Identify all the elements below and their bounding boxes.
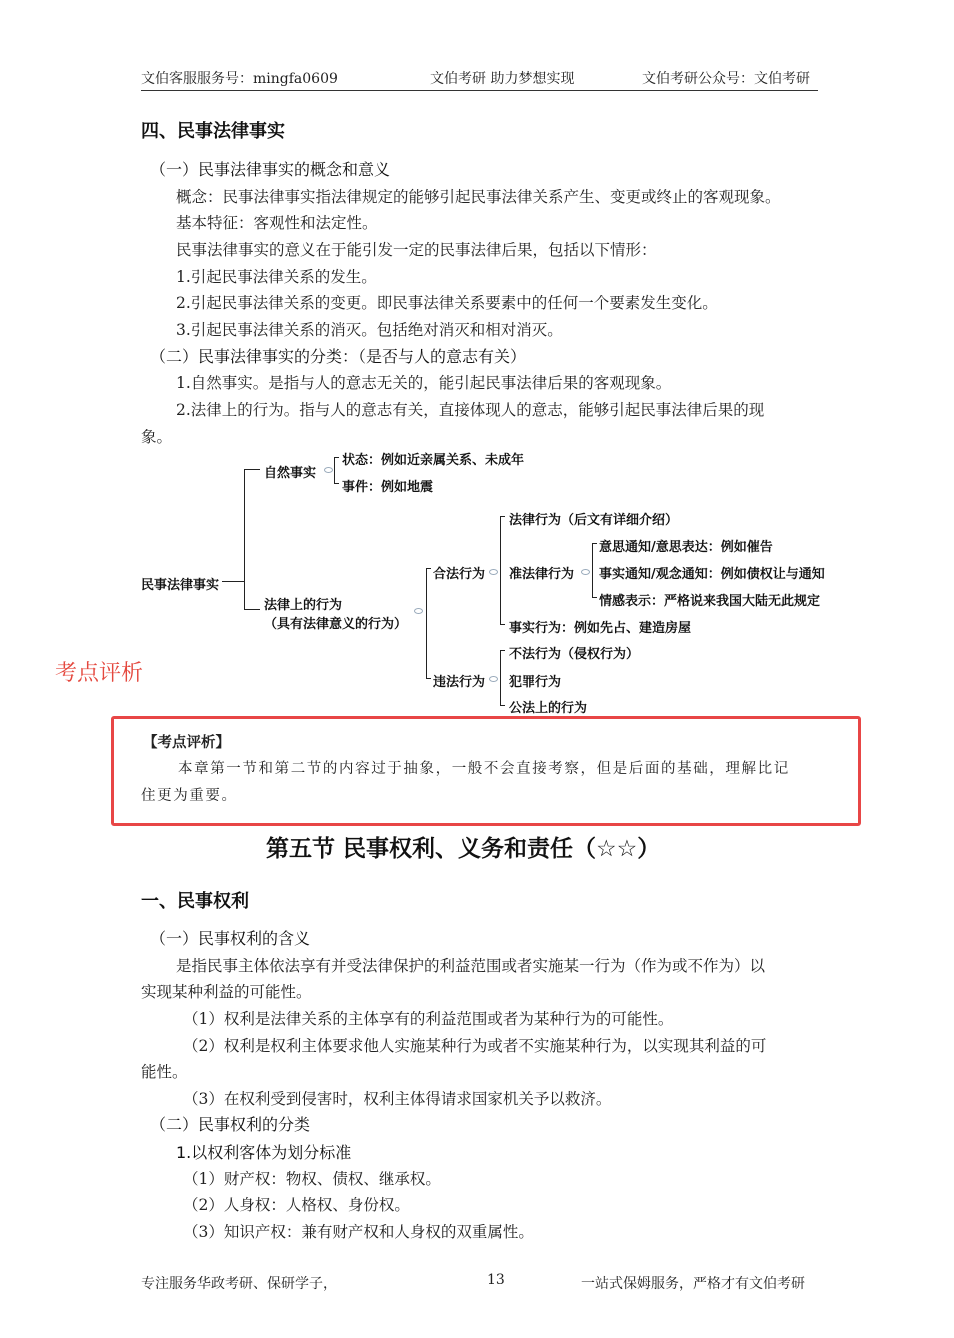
chapter-section-title: 第五节 民事权利、义务和责任（☆☆） (266, 836, 661, 862)
header-center: 文伯考研 助力梦想实现 (430, 71, 575, 87)
list-item: （2）权利是权利主体要求他人实施某种行为或者不实施某种行为，以实现其利益的可 (183, 1037, 767, 1055)
tree-connector (581, 569, 590, 575)
tree-node-natural: 自然事实 (264, 466, 317, 481)
tree-node-root: 民事法律事实 (141, 578, 220, 593)
list-item: 3.引起民事法律关系的消灭。包括绝对消灭和相对消灭。 (176, 321, 563, 339)
header-divider (141, 90, 818, 91)
list-item: 1.引起民事法律关系的发生。 (176, 268, 377, 286)
tree-connector (489, 676, 498, 682)
tree-leaf-juristic: 法律行为（后文有详细介绍） (509, 513, 679, 528)
tree-leaf-factual: 事实行为：例如先占、建造房屋 (509, 621, 692, 636)
tree-line (592, 597, 597, 598)
list-item-continuation: 象。 (141, 428, 173, 446)
header-right: 文伯考研公众号：文伯考研 (642, 71, 810, 87)
tree-line (222, 581, 244, 582)
tree-line (500, 516, 501, 624)
tree-line (592, 543, 597, 544)
paragraph-continuation: 实现某种利益的可能性。 (141, 983, 312, 1001)
analysis-text: 住更为重要。 (141, 788, 238, 804)
tree-line (592, 543, 593, 597)
tree-leaf-event: 事件：例如地震 (342, 480, 434, 495)
tree-line (334, 457, 335, 483)
tree-line (500, 624, 505, 625)
footer-right: 一站式保姆服务，严格才有文伯考研 (581, 1276, 805, 1292)
list-item: （1）财产权：物权、债权、继承权。 (183, 1170, 441, 1188)
tree-connector (489, 569, 498, 575)
section-heading: 一、民事权利 (141, 891, 249, 912)
tree-node-quasi: 准法律行为 (509, 567, 575, 582)
tree-leaf-tort: 不法行为（侵权行为） (509, 647, 640, 662)
subsection-heading: （二）民事权利的分类 (150, 1115, 311, 1134)
tree-line (244, 469, 260, 470)
analysis-side-label: 考点评析 (55, 661, 144, 686)
subsection-heading: （一）民事权利的含义 (150, 929, 311, 948)
tree-node-unlawful: 违法行为 (433, 675, 486, 690)
classification-standard: 1.以权利客体为划分标准 (176, 1143, 352, 1162)
list-item: （3）在权利受到侵害时，权利主体得请求国家机关予以救济。 (183, 1090, 612, 1108)
analysis-text: 本章第一节和第二节的内容过于抽象，一般不会直接考察，但是后面的基础，理解比记 (178, 761, 790, 777)
subsection-heading: （二）民事法律事实的分类：（是否与人的意志有关） (150, 347, 527, 366)
tree-connector (324, 467, 333, 473)
tree-line (334, 457, 339, 458)
tree-leaf-crime: 犯罪行为 (509, 675, 562, 690)
list-item: （1）权利是法律关系的主体享有的利益范围或者为某种行为的可能性。 (183, 1010, 674, 1028)
subsection-heading: （一）民事法律事实的概念和意义 (150, 160, 391, 179)
tree-node-legal-act: 法律上的行为 (264, 598, 343, 613)
tree-line (334, 483, 339, 484)
tree-line (500, 705, 505, 706)
list-item: 2.法律上的行为。指与人的意志有关，直接体现人的意志，能够引起民事法律后果的现 (176, 401, 765, 419)
footer-left: 专注服务华政考研、保研学子， (141, 1276, 337, 1292)
tree-connector (414, 608, 423, 614)
list-item: （3）知识产权：兼有财产权和人身权的双重属性。 (183, 1223, 534, 1241)
tree-line (500, 516, 505, 517)
tree-leaf-intent: 意思通知/意思表达：例如催告 (599, 540, 773, 555)
header-left: 文伯客服服务号：mingfa0609 (141, 71, 338, 87)
tree-leaf-public: 公法上的行为 (509, 701, 588, 716)
paragraph: 民事法律事实的意义在于能引发一定的民事法律后果，包括以下情形： (176, 241, 657, 259)
tree-line (426, 678, 431, 679)
page-number: 13 (487, 1272, 505, 1288)
tree-node-legal-act-note: （具有法律意义的行为） (264, 617, 408, 632)
analysis-title: 【考点评析】 (143, 734, 230, 751)
list-item-continuation: 能性。 (141, 1063, 188, 1081)
tree-leaf-fact-notice: 事实通知/观念通知：例如债权让与通知 (599, 567, 825, 582)
tree-line (244, 609, 260, 610)
list-item: 1.自然事实。是指与人的意志无关的，能引起民事法律后果的客观现象。 (176, 374, 672, 392)
tree-leaf-state: 状态：例如近亲属关系、未成年 (342, 453, 525, 468)
tree-leaf-emotion: 情感表示：严格说来我国大陆无此规定 (599, 594, 821, 609)
paragraph: 基本特征：客观性和法定性。 (176, 214, 378, 232)
tree-node-lawful: 合法行为 (433, 567, 486, 582)
section-heading: 四、民事法律事实 (141, 121, 285, 142)
paragraph: 概念：民事法律事实指法律规定的能够引起民事法律关系产生、变更或终止的客观现象。 (176, 188, 781, 206)
list-item: （2）人身权：人格权、身份权。 (183, 1196, 410, 1214)
paragraph: 是指民事主体依法享有并受法律保护的利益范围或者实施某一行为（作为或不作为）以 (176, 957, 766, 975)
tree-line (244, 469, 245, 610)
tree-line (500, 650, 501, 705)
tree-line (500, 650, 505, 651)
tree-line (426, 568, 431, 569)
tree-line (426, 568, 427, 678)
list-item: 2.引起民事法律关系的变更。即民事法律关系要素中的任何一个要素发生变化。 (176, 294, 718, 312)
